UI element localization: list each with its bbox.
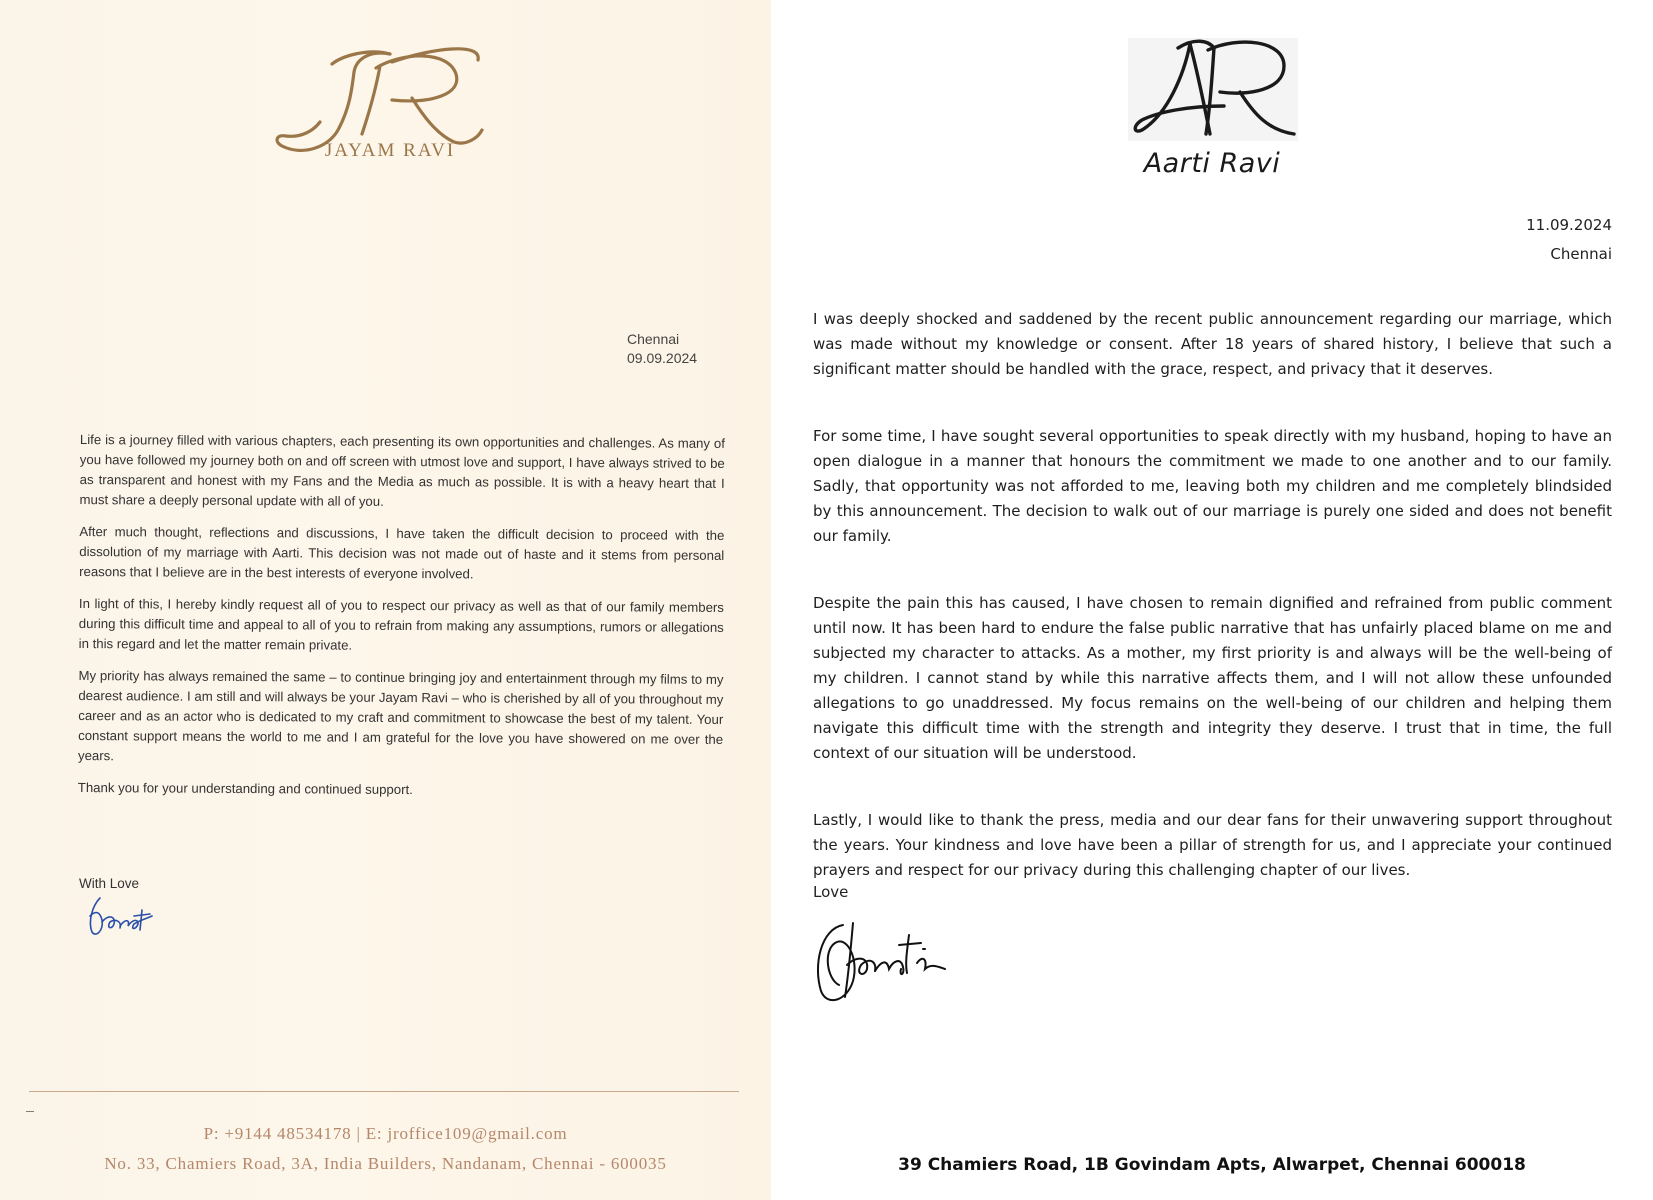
left-date: 09.09.2024 bbox=[627, 350, 698, 366]
right-paragraph: Despite the pain this has caused, I have chosen to remain dignified and refrained from public comment until now. It has been hard to endure the false public narrative that has unfairly placed blame on me and subjected my character to attacks. As a mother, my first priority is and always will be the well-being of my children. I cannot stand by while this narrative affects them, and I will not allow these unfounded allegations to go unaddressed. My focus remains on the well-being of our children and helping them navigate this difficult time with the strength and integrity they deserve. I trust that in time, the full context of our situation will be understood. bbox=[813, 594, 1612, 762]
left-paragraph: Life is a journey filled with various chapters, each presenting its own opportunities and challenges. As many of you have followed my journey both on and off screen with utmost love and support, I have always strived to be as transparent and honest with my Fans and the Media as much as possible. It is with a heavy heart that I must share a deeply personal update with all of you. bbox=[79, 431, 725, 509]
left-paragraph: In light of this, I hereby kindly request all of you to respect our privacy as well as that of our family members during this difficult time and appeal to all of you to refrain from making any assumptions, rumors or allegations in this regard and let the matter remain private. bbox=[78, 595, 724, 653]
right-paragraph: I was deeply shocked and saddened by the recent public announcement regarding our marriage, which was made without my knowledge or consent. After 18 years of shared history, I believe that such a significant matter should be handled with the grace, respect, and privacy that it deserves. bbox=[813, 310, 1612, 378]
right-closing: Love bbox=[813, 883, 849, 901]
aarti-signature bbox=[813, 915, 973, 1010]
left-paragraph: Thank you for your understanding and continued support. bbox=[77, 779, 413, 798]
right-paragraph: Lastly, I would like to thank the press, media and our dear fans for their unwavering support throughout the years. Your kindness and love have been a pillar of strength for us, and I appreciate your continued prayers and respect for our privacy during this challenging chapter of our lives. bbox=[813, 811, 1612, 879]
jayam-ravi-letter bbox=[0, 0, 771, 1200]
jayam-ravi-signature bbox=[86, 892, 156, 942]
aarti-ravi-name: Aarti Ravi bbox=[1143, 148, 1281, 179]
left-letter-body bbox=[78, 430, 725, 814]
left-closing: With Love bbox=[79, 876, 140, 891]
left-paragraph: After much thought, reflections and discussions, I have taken the difficult decision to proceed with the dissolution of my marriage with Aarti. This decision was not made out of haste and it stems from personal reasons that I believe are in the best interests of everyone involved. bbox=[79, 523, 725, 582]
left-address-line: No. 33, Chamiers Road, 3A, India Builders, Nandanam, Chennai - 600035 bbox=[104, 1154, 667, 1173]
left-contact-line: P: +9144 48534178 | E: jroffice109@gmail.com bbox=[203, 1124, 568, 1143]
ar-monogram-logo bbox=[1128, 34, 1304, 146]
right-letter-body bbox=[813, 307, 1612, 883]
right-address-line: 39 Chamiers Road, 1B Govindam Apts, Alwarpet, Chennai 600018 bbox=[898, 1155, 1526, 1175]
right-place: Chennai bbox=[1550, 245, 1612, 263]
right-paragraph: For some time, I have sought several opportunities to speak directly with my husband, hoping to have an open dialogue in a manner that honours the commitment we made to one another and to our family. Sadly, that opportunity was not afforded to me, leaving both my children and me completely blindsided by this announcement. The decision to walk out of our marriage is purely one sided and does not benefit our family. bbox=[813, 427, 1612, 545]
aarti-ravi-letter bbox=[771, 0, 1653, 1200]
jayam-ravi-name: JAYAM RAVI bbox=[324, 140, 456, 161]
footer-divider bbox=[29, 1091, 739, 1092]
margin-mark bbox=[26, 1111, 34, 1112]
left-place: Chennai bbox=[627, 331, 680, 347]
left-paragraph: My priority has always remained the same – to continue bringing joy and entertainment through my films to my dearest audience. I am still and will always be your Jayam Ravi – who is cherished by all of you throughout my career and as an actor who is dedicated to my craft and commitment to showcase the best of my talent. Your constant support means the world to me and I am grateful for the love you have showered on me over the years. bbox=[77, 667, 724, 764]
left-place-date bbox=[627, 330, 697, 368]
right-date: 11.09.2024 bbox=[1526, 216, 1612, 234]
